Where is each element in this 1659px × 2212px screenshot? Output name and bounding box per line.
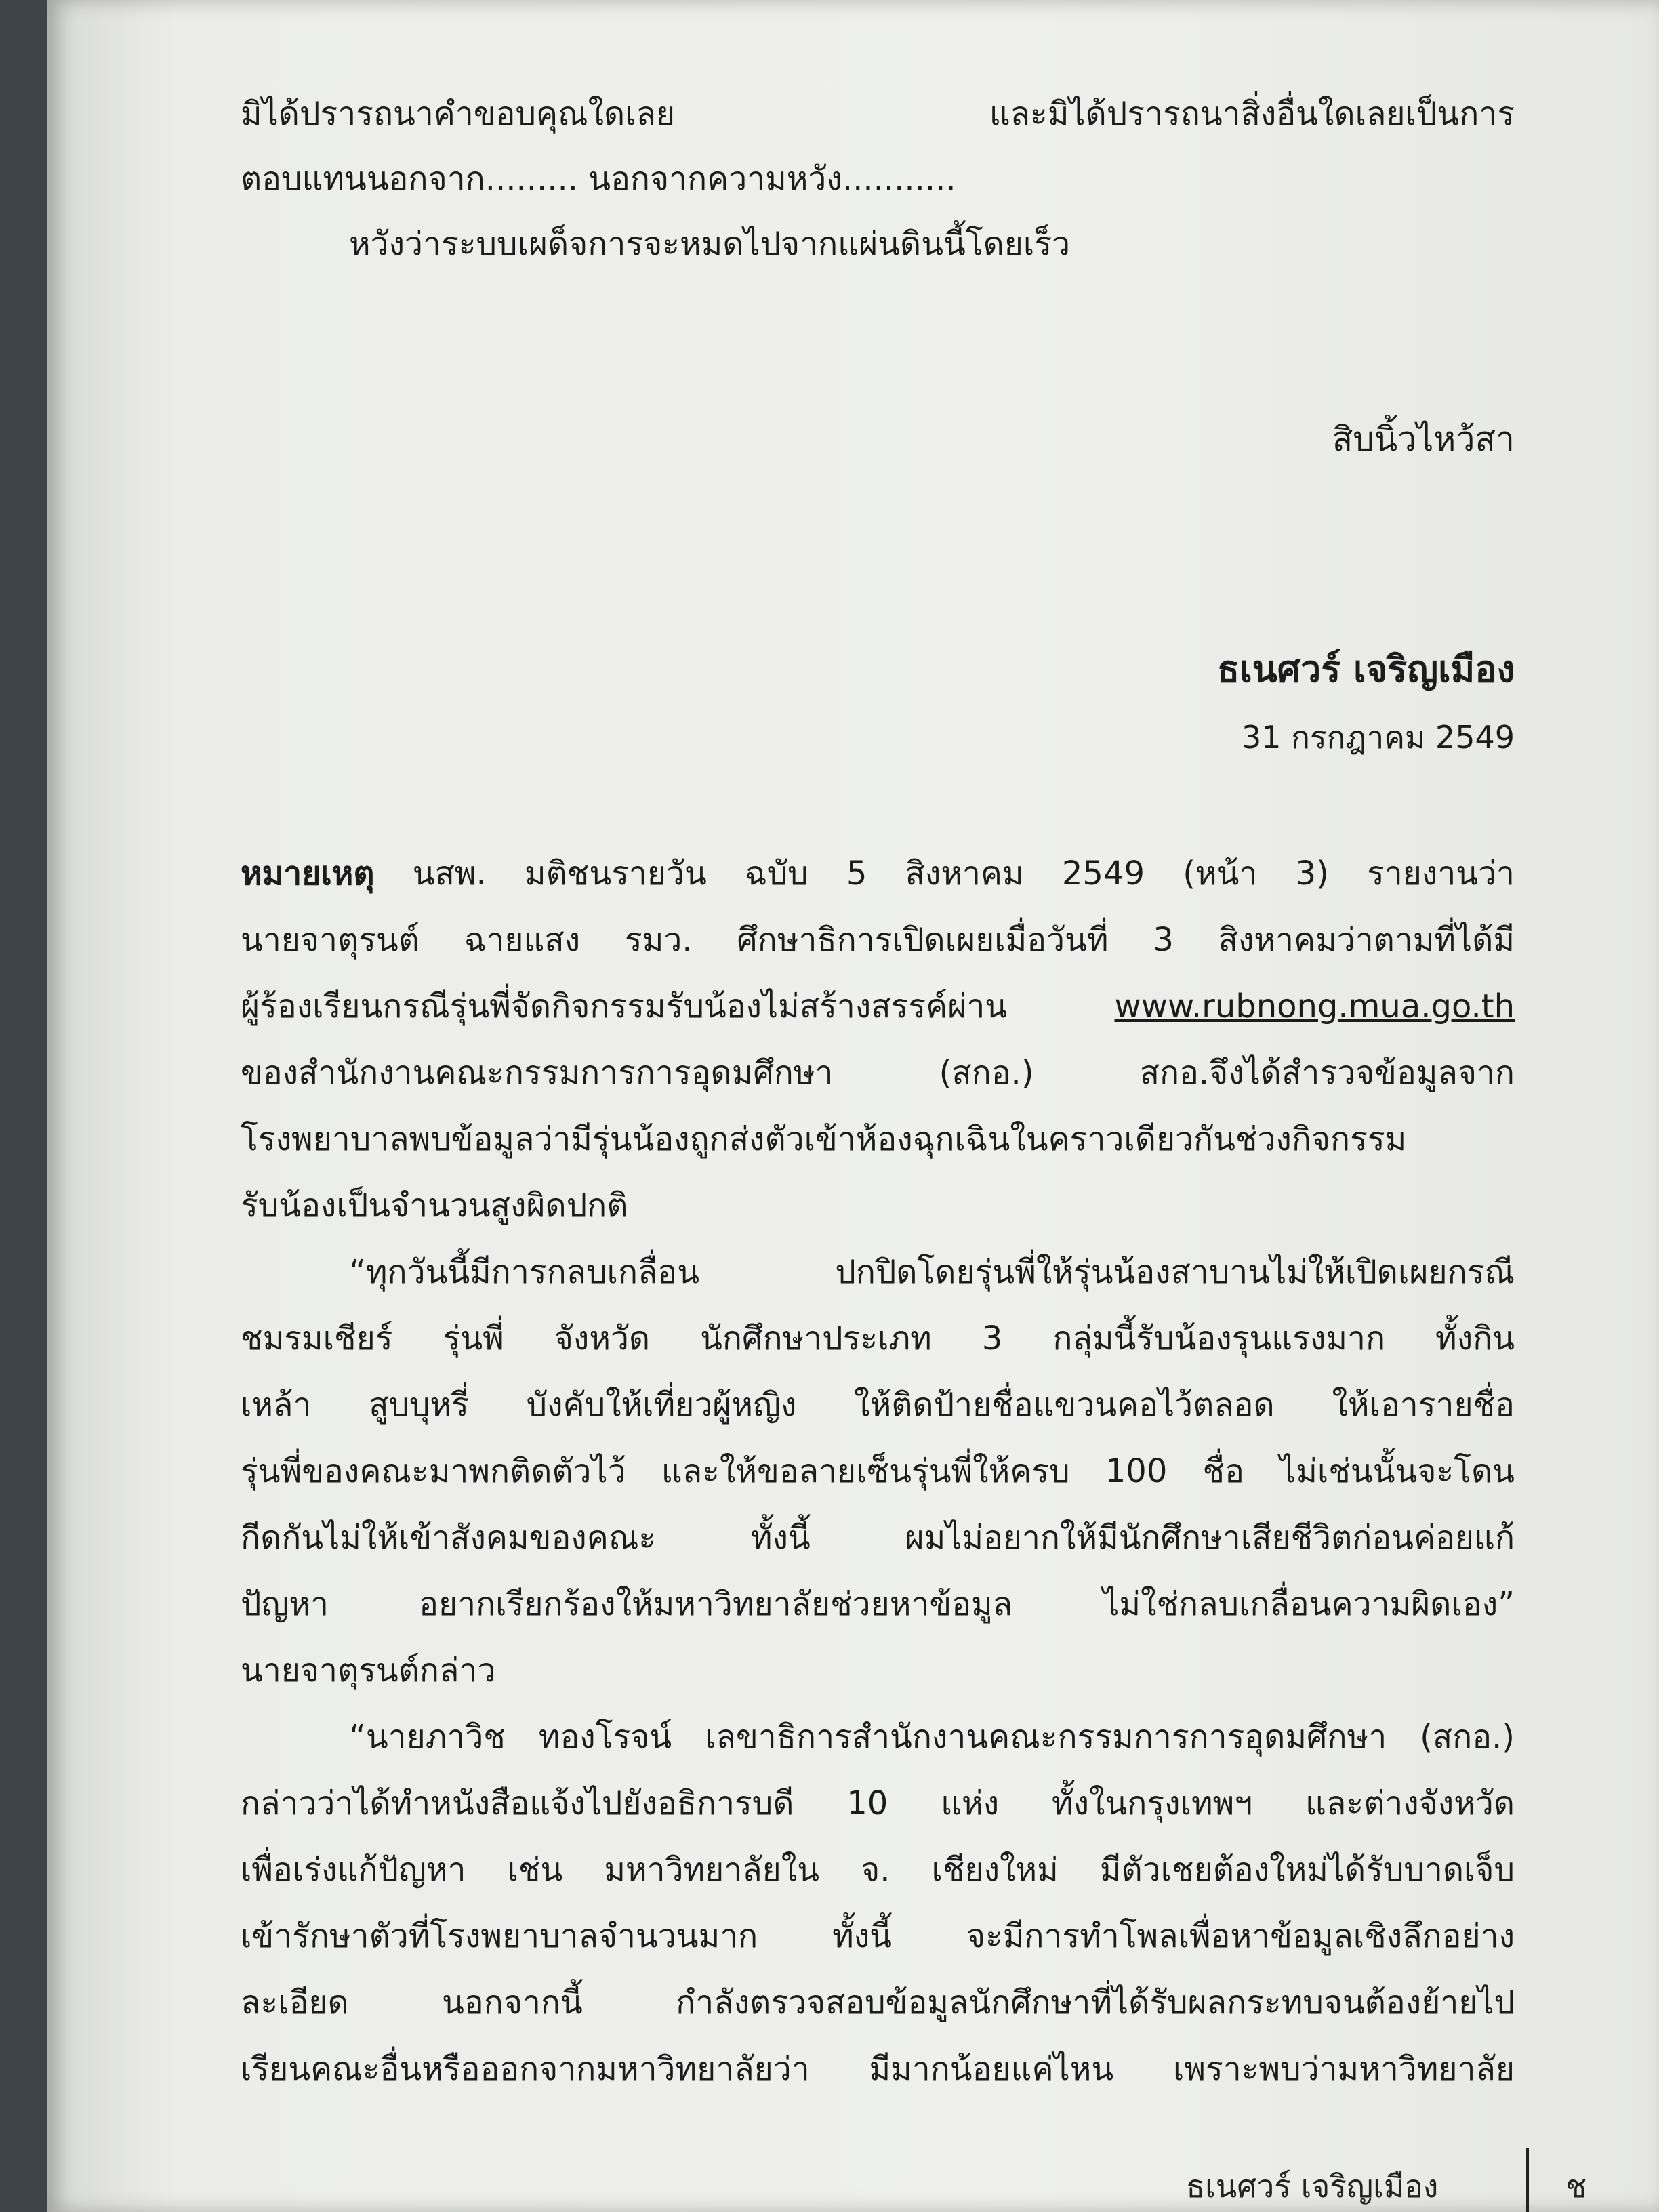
- letter-date: 31 กรกฎาคม 2549: [1241, 719, 1515, 756]
- note-line: นายจาตุรนต์ ฉายแสง รมว. ศึกษาธิการเปิดเผยเมื่อวันที่ 3 สิงหาคมว่าตามที่ได้มี: [241, 921, 1515, 959]
- quote-line: ปัญหา อยากเรียกร้องให้มหาวิทยาลัยช่วยหาข้อมูล ไม่ใช่กลบเกลื่อนความผิดเอง”: [241, 1585, 1515, 1623]
- quote-line: กีดกันไม่ให้เข้าสังคมของคณะ ทั้งนี้ ผมไม่อยากให้มีนักศึกษาเสียชีวิตก่อนค่อยแก้: [241, 1519, 1515, 1557]
- quote-paragraph-2: [241, 1704, 1515, 2102]
- quote-line: กล่าวว่าได้ทำหนังสือแจ้งไปยังอธิการบดี 10 แห่ง ทั้งในกรุงเทพฯ และต่างจังหวัด: [241, 1784, 1515, 1822]
- letter-ending: [241, 81, 1515, 276]
- page-number: ช: [1565, 2168, 1587, 2205]
- quote-line: เพื่อเร่งแก้ปัญหา เช่น มหาวิทยาลัยใน จ. เชียงใหม่ มีตัวเชยต้องใหม่ได้รับบาดเจ็บ: [241, 1851, 1515, 1889]
- quote-line: เหล้า สูบบุหรี่ บังคับให้เที่ยวผู้หญิง ให้ติดป้ายชื่อแขวนคอไว้ตลอด ให้เอารายชื่อ: [241, 1386, 1515, 1424]
- note-text: นสพ. มติชนรายวัน ฉบับ 5 สิงหาคม 2549 (หน้า 3) รายงานว่า: [374, 855, 1515, 893]
- author-signature: ธเนศวร์ เจริญเมือง: [1217, 648, 1515, 691]
- note-line: ของสำนักงานคณะกรรมการการอุดมศึกษา (สกอ.) สกอ.จึงได้สำรวจข้อมูลจาก: [241, 1054, 1515, 1092]
- quote-line: ชมรมเชียร์ รุ่นพี่ จังหวัด นักศึกษาประเภท 3 กลุ่มนี้รับน้องรุนแรงมาก ทั้งกิน: [241, 1319, 1515, 1357]
- url-link[interactable]: www.rubnong.mua.go.th: [1114, 987, 1515, 1025]
- quote-line: “นายภาวิช ทองโรจน์ เลขาธิการสำนักงานคณะกรรมการการอุดมศึกษา (สกอ.): [349, 1718, 1515, 1756]
- quote-line: นายจาตุรนต์กล่าว: [241, 1652, 496, 1689]
- running-footer-author: ธเนศวร์ เจริญเมือง: [1186, 2168, 1439, 2205]
- note-section: [241, 840, 1515, 2102]
- note-line: โรงพยาบาลพบข้อมูลว่ามีรุ่นน้องถูกส่งตัวเข้าห้องฉุกเฉินในคราวเดียวกันช่วงกิจกรรม: [241, 1120, 1407, 1158]
- note-text: ผู้ร้องเรียนกรณีรุ่นพี่จัดกิจกรรมรับน้องไม่สร้างสรรค์ผ่าน: [241, 987, 1115, 1025]
- text-line: หวังว่าระบบเผด็จการจะหมดไปจากแผ่นดินนี้โดยเร็ว: [349, 225, 1071, 263]
- quote-line: เข้ารักษาตัวที่โรงพยาบาลจำนวนมาก ทั้งนี้ จะมีการทำโพลเพื่อหาข้อมูลเชิงลึกอย่าง: [241, 1917, 1515, 1955]
- footer-divider: [1526, 2148, 1529, 2212]
- quote-line: เรียนคณะอื่นหรือออกจากมหาวิทยาลัยว่า มีมากน้อยแค่ไหน เพราะพบว่ามหาวิทยาลัย: [241, 2050, 1515, 2088]
- note-label: หมายเหตุ: [241, 855, 375, 893]
- note-line: [241, 840, 1515, 907]
- quote-line: ละเอียด นอกจากนี้ กำลังตรวจสอบข้อมูลนักศึกษาที่ได้รับผลกระทบจนต้องย้ายไป: [241, 1984, 1515, 2022]
- quote-line: “ทุกวันนี้มีการกลบเกลื่อน ปกปิดโดยรุ่นพี่ให้รุ่นน้องสาบานไม่ให้เปิดเผยกรณี: [349, 1253, 1515, 1291]
- quote-paragraph-1: [241, 1239, 1515, 1704]
- note-line: รับน้องเป็นจำนวนสูงผิดปกติ: [241, 1187, 628, 1225]
- book-page: [47, 0, 1659, 2212]
- quote-line: รุ่นพี่ของคณะมาพกติดตัวไว้ และให้ขอลายเซ็นรุ่นพี่ให้ครบ 100 ชื่อ ไม่เช่นนั้นจะโดน: [241, 1452, 1515, 1490]
- text-line: มิได้ปรารถนาคำขอบคุณใดเลย และมิได้ปรารถนาสิ่งอื่นใดเลยเป็นการ: [241, 95, 1515, 133]
- closing-salutation: สิบนิ้วไหว้สา: [1332, 419, 1515, 459]
- note-line: [241, 973, 1515, 1040]
- text-line: ตอบแทนนอกจาก......... นอกจากความหวัง...........: [241, 160, 956, 198]
